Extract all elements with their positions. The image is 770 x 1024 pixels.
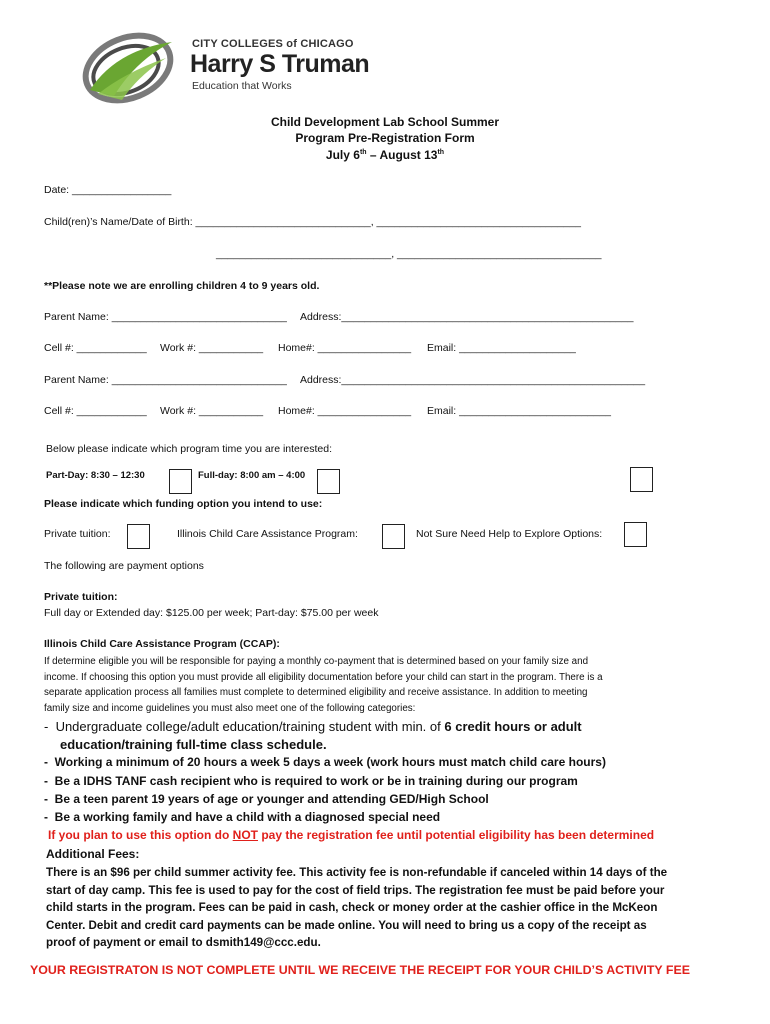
- fees-line: Center. Debit and credit card payments can be made online. You will need to bring us a copy of the receipt as: [46, 918, 647, 932]
- fees-description: [46, 864, 667, 952]
- ccap-heading: Illinois Child Care Assistance Program (CCAP):: [44, 638, 280, 650]
- form-title-dates: [0, 148, 770, 162]
- child-name-field-2[interactable]: ______________________________, ___________________________________: [216, 248, 602, 260]
- logo-name: Harry S Truman: [190, 50, 370, 78]
- fees-heading: Additional Fees:: [46, 847, 140, 861]
- partday-checkbox[interactable]: [169, 469, 192, 494]
- parent1-address-field[interactable]: Address:__________________________________________________: [300, 311, 634, 323]
- private-tuition-checkbox[interactable]: [127, 524, 150, 549]
- parent1-home-field[interactable]: Home#: ________________: [278, 342, 412, 354]
- bullet-dash: -: [44, 810, 55, 824]
- parent1-name-field[interactable]: Parent Name: ______________________________: [44, 311, 287, 323]
- warning-not: NOT: [232, 828, 258, 842]
- footer-notice: YOUR REGISTRATON IS NOT COMPLETE UNTIL WE RECEIVE THE RECEIPT FOR YOUR CHILD’S ACTIVITY FEE: [30, 963, 690, 977]
- funding-heading: Please indicate which funding option you intend to use:: [44, 498, 323, 510]
- category-4-text: Be a teen parent 19 years of age or younger and attending GED/High School: [54, 792, 489, 806]
- ccap-description: [44, 654, 603, 716]
- college-logo: [76, 20, 406, 112]
- date-start-suffix: th: [359, 149, 367, 156]
- ccap-label: Illinois Child Care Assistance Program:: [177, 528, 358, 540]
- category-1-text: Undergraduate college/adult education/training student with min. of: [55, 719, 445, 734]
- not-sure-checkbox[interactable]: [624, 522, 647, 547]
- category-3-text: Be a IDHS TANF cash recipient who is required to work or be in training during our program: [54, 774, 578, 788]
- category-item-1: [44, 719, 582, 734]
- fullday-checkbox[interactable]: [317, 469, 340, 494]
- payment-intro: The following are payment options: [44, 560, 204, 572]
- category-item-2: [44, 755, 606, 769]
- fees-line: There is an $96 per child summer activity fee. This activity fee is non-refundable if canceled within 14 days of the: [46, 866, 668, 879]
- ccap-line: family size and income guidelines you must also meet one of the following categories:: [44, 702, 416, 714]
- date-end: – August 13: [366, 148, 438, 162]
- private-tuition-heading: Private tuition:: [44, 591, 118, 603]
- ccap-line: If determine eligible you will be responsible for paying a monthly co-payment that is determined based on your family size and: [44, 656, 589, 667]
- date-end-suffix: th: [437, 149, 445, 156]
- parent1-work-field[interactable]: Work #: ___________: [160, 342, 264, 354]
- fees-line: proof of payment or email to dsmith149@ccc.edu.: [46, 936, 321, 950]
- parent2-home-field[interactable]: Home#: ________________: [278, 405, 412, 417]
- program-time-intro: Below please indicate which program time you are interested:: [46, 443, 332, 455]
- fees-line: child starts in the program. Fees can be paid in cash, check or money order at the cashier office in the McKeon: [46, 901, 658, 915]
- category-item-3: [44, 774, 578, 788]
- not-sure-label: Not Sure Need Help to Explore Options:: [416, 528, 603, 540]
- category-1-bold: 6 credit hours or adult: [444, 719, 582, 734]
- warning-text-after: pay the registration fee until potential eligibility has been determined: [258, 828, 655, 842]
- category-item-4: [44, 792, 489, 806]
- ccap-line: separate application process all families must complete to determined eligibility and receive assistance. In addition to meeting: [44, 687, 588, 698]
- parent2-work-field[interactable]: Work #: ___________: [160, 405, 264, 417]
- bullet-dash: -: [44, 774, 55, 788]
- category-2-text: Working a minimum of 20 hours a week 5 days a week (work hours must match child care hours): [54, 755, 606, 769]
- parent1-email-field[interactable]: Email: ____________________: [427, 342, 576, 354]
- category-1-continued: education/training full-time class schedule.: [60, 737, 327, 752]
- age-note: **Please note we are enrolling children 4 to 9 years old.: [44, 280, 320, 292]
- date-start: July 6: [325, 148, 360, 162]
- bullet-dash: -: [44, 792, 55, 806]
- category-item-5: [44, 810, 440, 824]
- date-field[interactable]: Date: _________________: [44, 184, 172, 196]
- logo-subtitle: CITY COLLEGES of CHICAGO: [192, 38, 354, 50]
- parent2-cell-field[interactable]: Cell #: ____________: [44, 405, 147, 417]
- parent1-cell-field[interactable]: Cell #: ____________: [44, 342, 147, 354]
- fees-line: start of day camp. This fee is used to pay for the cost of field trips. The registration fee must be paid before your: [46, 883, 665, 897]
- form-title-line2: Program Pre-Registration Form: [295, 131, 475, 145]
- warning-text-before: If you plan to use this option do: [48, 828, 233, 842]
- parent2-email-field[interactable]: Email: __________________________: [427, 405, 611, 417]
- bullet-dash: -: [44, 719, 56, 734]
- ccap-warning: [48, 828, 654, 842]
- logo-tagline: Education that Works: [192, 80, 292, 92]
- parent2-address-field[interactable]: Address:____________________________________________________: [300, 374, 646, 386]
- ccap-checkbox[interactable]: [382, 524, 405, 549]
- parent2-name-field[interactable]: Parent Name: ______________________________: [44, 374, 287, 386]
- private-tuition-rates: Full day or Extended day: $125.00 per week; Part-day: $75.00 per week: [44, 607, 379, 619]
- bullet-dash: -: [44, 755, 55, 769]
- extra-checkbox[interactable]: [630, 467, 653, 492]
- child-name-field-1[interactable]: Child(ren)’s Name/Date of Birth: ______________________________, ___________________________________: [44, 216, 581, 228]
- partday-label: Part-Day: 8:30 – 12:30: [46, 470, 145, 481]
- swoosh-logo-icon: [76, 20, 186, 112]
- fullday-label: Full-day: 8:00 am – 4:00: [198, 470, 306, 481]
- category-5-text: Be a working family and have a child with a diagnosed special need: [54, 810, 441, 824]
- form-title-line1: Child Development Lab School Summer: [270, 115, 500, 129]
- private-tuition-label: Private tuition:: [44, 528, 111, 540]
- ccap-line: income. If choosing this option you must provide all eligibility documentation before your child can start in the program. There is a: [44, 671, 603, 683]
